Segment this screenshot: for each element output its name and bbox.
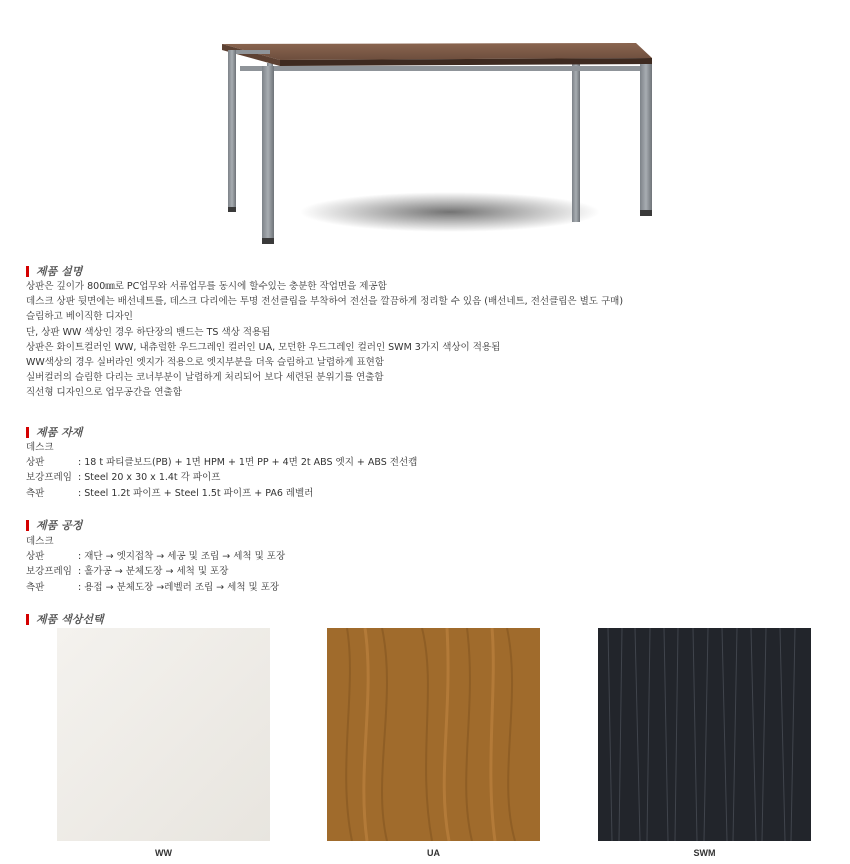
description-line: 데스크 상판 뒷면에는 배선네트를, 데스크 다리에는 투명 전선클립을 부착하여 전선을 깔끔하게 정리할 수 있음 (배선네트, 전선클립은 별도 구매) bbox=[26, 296, 624, 308]
description-line: 상판은 깊이가 800㎜로 PC업무와 서류업무를 동시에 할수있는 충분한 작업면을 제공함 bbox=[26, 281, 387, 292]
description-line: 상판은 화이트컬러인 WW, 내츄럴한 우드그레인 컬러인 UA, 모던한 우드그레인 컬러인 SWM 3가지 색상이 적용됨 bbox=[26, 341, 501, 353]
section-title-text: 제품 설명 bbox=[36, 265, 83, 278]
section-title-text: 제품 색상선택 bbox=[36, 613, 104, 626]
process-list bbox=[26, 534, 285, 595]
process-value: : 홀가공 → 분체도장 → 세척 및 포장 bbox=[78, 566, 229, 578]
swatch-swm[interactable] bbox=[598, 628, 811, 841]
process-value: : 용접 → 분체도장 →레벨러 조립 → 세척 및 포장 bbox=[78, 581, 280, 593]
swatch-label-ww: WW bbox=[155, 848, 172, 858]
section-title-description bbox=[26, 263, 82, 279]
material-label: 상판 bbox=[26, 457, 45, 469]
section-marker-icon bbox=[26, 266, 29, 277]
section-title-text: 제품 자재 bbox=[36, 426, 83, 439]
material-label: 측판 bbox=[26, 487, 45, 499]
process-label: 상판 bbox=[26, 551, 45, 563]
material-value: : Steel 1.2t 파이프 + Steel 1.5t 파이프 + PA6 레벨러 bbox=[78, 487, 314, 499]
swatch-ww[interactable] bbox=[57, 628, 270, 841]
material-value: : Steel 20 x 30 x 1.4t 각 파이프 bbox=[78, 472, 221, 484]
desk-product-image bbox=[0, 0, 850, 250]
material-row bbox=[26, 470, 417, 485]
material-list bbox=[26, 440, 417, 501]
process-label: 보강프레임 bbox=[26, 566, 72, 578]
swatch-label-ua: UA bbox=[427, 848, 440, 858]
section-title-colors bbox=[26, 611, 104, 627]
description-line: 직선형 디자인으로 업무공간을 연출함 bbox=[26, 387, 182, 399]
swatch-label-swm: SWM bbox=[693, 848, 716, 858]
material-row bbox=[26, 486, 417, 501]
process-row bbox=[26, 564, 285, 579]
section-title-material bbox=[26, 424, 82, 440]
section-title-process bbox=[26, 517, 82, 533]
material-value: : 18 t 파티클보드(PB) + 1면 HPM + 1면 PP + 4면 2t ABS 엣지 + ABS 전선캡 bbox=[78, 457, 418, 469]
process-heading: 데스크 bbox=[26, 536, 54, 547]
description-list bbox=[26, 279, 623, 401]
material-label: 보강프레임 bbox=[26, 472, 72, 484]
description-line: 슬림하고 베이직한 디자인 bbox=[26, 311, 133, 323]
process-row bbox=[26, 580, 285, 595]
section-title-text: 제품 공정 bbox=[36, 519, 83, 532]
process-label: 측판 bbox=[26, 581, 45, 593]
material-heading: 데스크 bbox=[26, 442, 54, 453]
description-line: 단, 상판 WW 색상인 경우 하단장의 밴드는 TS 색상 적용됨 bbox=[26, 326, 271, 338]
swatch-ua[interactable] bbox=[327, 628, 540, 841]
description-line: 실버컬러의 슬림한 다리는 코너부분이 날렵하게 처리되어 보다 세련된 분위기를 연출함 bbox=[26, 372, 384, 384]
section-marker-icon bbox=[26, 614, 29, 625]
material-row bbox=[26, 455, 417, 470]
process-value: : 재단 → 엣지접착 → 세공 및 조립 → 세척 및 포장 bbox=[78, 551, 286, 563]
section-marker-icon bbox=[26, 520, 29, 531]
section-marker-icon bbox=[26, 427, 29, 438]
description-line: WW색상의 경우 실버라인 엣지가 적용으로 엣지부분을 더욱 슬림하고 날렵하게 표현함 bbox=[26, 357, 384, 369]
process-row bbox=[26, 549, 285, 564]
